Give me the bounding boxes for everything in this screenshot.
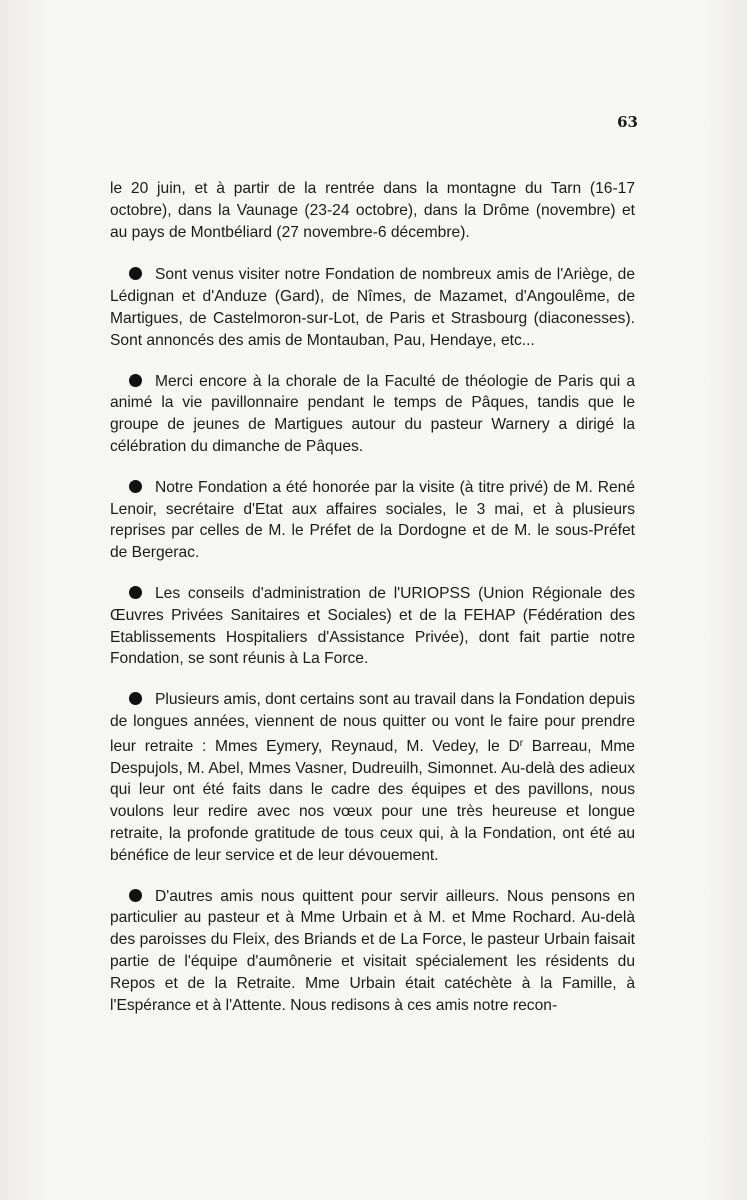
doctor-superscript: r bbox=[519, 737, 524, 749]
news-item-chorale bbox=[110, 371, 635, 458]
news-item-text: Notre Fondation a été honorée par la visite (à titre privé) de M. René Lenoir, secrétaire d'Etat aux affaires sociales, le 3 mai, et à plusieurs reprises par celles de M. le Préfet de la Dordogne et de M. le sous-Préfet de Bergerac. bbox=[110, 478, 635, 562]
intro-paragraph: le 20 juin, et à partir de la rentrée dans la montagne du Tarn (16-17 octobre), dans la Vaunage (23-24 octobre), dans la Drôme (novembre) et au pays de Montbéliard (27 novembre-6 décembre). bbox=[110, 180, 635, 241]
page-number: 63 bbox=[617, 113, 638, 131]
news-item-text: Les conseils d'administration de l'URIOPSS (Union Régionale des Œuvres Privées Sanitaires et Sociales) et de la FEHAP (Fédération des Etablissements Hospitaliers d'Assistance Privée), dont fait partie notre Fondation, se sont réunis à La Force. bbox=[110, 584, 635, 668]
news-item-departures bbox=[110, 886, 635, 1017]
news-item-text: Sont venus visiter notre Fondation de nombreux amis de l'Ariège, de Lédignan et d'Anduze (Gard), de Nîmes, de Mazamet, d'Angoulême, de Martigues, de Castelmoron-sur-Lot, de Paris et Strasbourg (diaconesses). Sont annoncés des amis de Montauban, Pau, Hendaye, etc... bbox=[110, 266, 635, 349]
news-item-councils bbox=[110, 583, 635, 670]
bullet-icon bbox=[129, 586, 142, 599]
bullet-icon bbox=[129, 267, 142, 280]
news-item-visitors bbox=[110, 264, 635, 351]
body-text bbox=[110, 178, 635, 1035]
news-item-retirements bbox=[110, 689, 635, 866]
news-item-text: Merci encore à la chorale de la Faculté de théologie de Paris qui a animé la vie pavillonnaire pendant le temps de Pâques, tandis que le groupe de jeunes de Martigues autour du pasteur Warnery a dirigé la célébration du dimanche de Pâques. bbox=[110, 372, 635, 455]
news-item-text-after: Barreau, Mme Despujols, M. Abel, Mmes Vasner, Dudreuilh, Simonnet. Au-delà des adieux qui leur ont été faits dans le cadre des équipes et des pavillons, nous voulons leur redire avec nos vœux pour une très heureuse et longue retraite, la profonde gratitude de tous ceux qui, à la Fondation, ont été au bénéfice de leur service et de leur dévouement. bbox=[110, 737, 635, 864]
bullet-icon bbox=[129, 692, 142, 705]
bullet-icon bbox=[129, 480, 142, 493]
news-item-official-visit bbox=[110, 477, 635, 564]
bullet-icon bbox=[129, 374, 142, 387]
bullet-icon bbox=[129, 889, 142, 902]
news-item-text: D'autres amis nous quittent pour servir ailleurs. Nous pensons en particulier au pasteur et à Mme Urbain et à M. et Mme Rochard. Au-delà des paroisses du Fleix, des Briands et de La Force, le pasteur Urbain faisait partie de l'équipe d'aumônerie et visitait spécialement les résidents du Repos et de la Retraite. Mme Urbain était catéchète à la Famille, à l'Espérance et à l'Attente. Nous redisons à ces amis notre recon- bbox=[110, 887, 635, 1014]
news-item-text-before: Plusieurs amis, dont certains sont au travail dans la Fondation depuis de longues années, viennent de nous quitter ou vont le faire pour prendre leur retraite : Mmes Eymery, Reynaud, M. Vedey, le D bbox=[110, 691, 635, 755]
